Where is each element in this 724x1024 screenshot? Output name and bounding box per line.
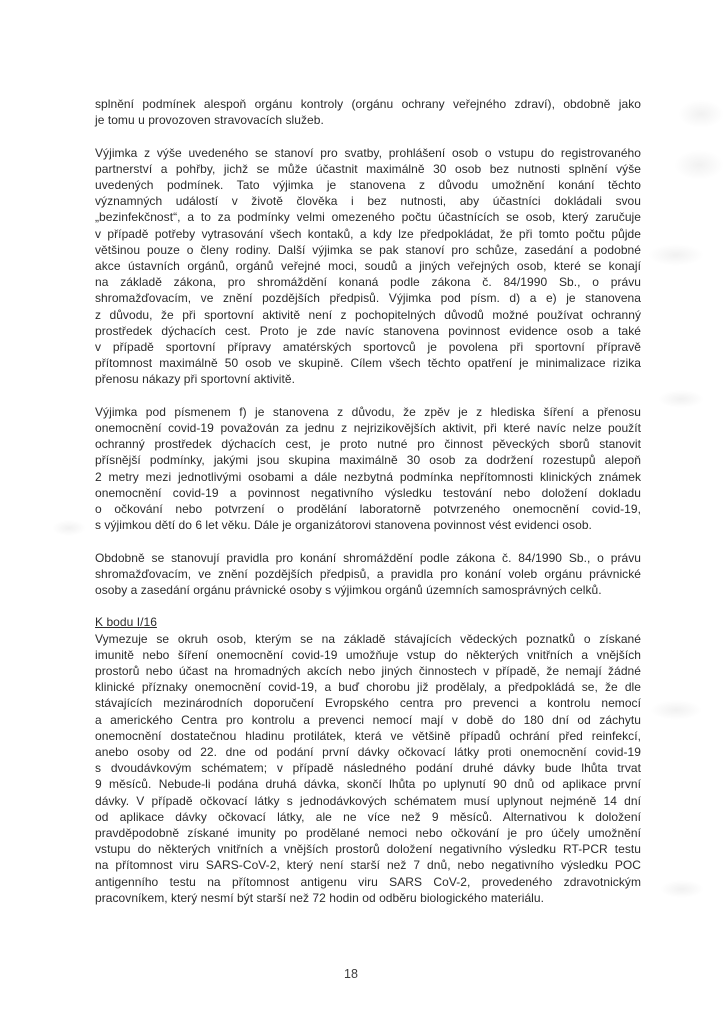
paragraph-exception-letter-f [95,404,641,534]
text-line: pravděpodobně získané imunity po prodělané nemoci nebo očkování je pro účely umožnění [95,826,641,841]
text-line: v případě sportovní přípravy amatérských sportovců je povolena při sportovní přípravě [95,340,641,355]
paragraph-continuation [95,96,641,128]
text-line: přenosu nákazy při sportovní aktivitě. [95,372,295,387]
text-line: antigenního testu na přítomnost antigenu viru SARS CoV-2, provedeného zdravotnickým [95,874,641,889]
scan-artifact [648,244,704,266]
text-line: ochranný prostředek dýchacích cest, je proto nutné pro činnost pěveckých sborů stanovit [95,437,641,452]
text-line: uvedených podmínek. Tato výjimka je stanovena z důvodu umožnění konání těchto [95,178,641,192]
text-line: Obdobně se stanovují pravidla pro konání shromáždění podle zákona č. 84/1990 Sb., o právu [95,550,641,565]
text-line: prostředek dýchacích cest. Proto je zde navíc stanovena povinnost evidence osob a také [95,323,641,338]
text-line: anebo osoby od 22. dne od podání první dávky očkovací látky proti onemocnění covid-19 [95,745,641,760]
text-line: z důvodu, že při sportovní aktivitě není z pochopitelných důvodů možné používat ochranný [95,307,641,322]
text-line: akce ústavních orgánů, orgánů veřejné moci, soudů a jiných veřejných osob, které se konají [95,259,641,274]
scan-artifact [660,880,704,898]
scan-artifact [678,100,724,128]
page-number: 18 [344,967,358,981]
text-line: s dvoudávkovým schématem; v případě následného podání druhé dávky bude lhůta trvat [95,761,641,776]
text-line: splnění podmínek alespoň orgánu kontroly (orgánu ochrany veřejného zdraví), obdobně jako [95,97,641,111]
text-line: prostorů nebo účast na hromadných akcích nebo jiných činnostech v případě, že nemají žádné [95,664,641,679]
text-line: „bezinfekčnost“, a to za podmínky velmi omezeného počtu účastnících se osob, který zaručuje [95,210,641,225]
text-line: shromažďovacím, ve znění pozdějších předpisů, a pravidla pro konání voleb orgánu právnické [95,566,641,581]
text-line: 2 metry mezi jednotlivými osobami a dále nezbytná podmínka nepřítomnosti klinických známek [95,469,641,484]
text-line: přítomnost maximálně 50 osob ve skupině. Cílem všech těchto opatření je minimalizace rizika [95,356,641,371]
text-line: většinou pouze o členy rodiny. Další výjimka se pak stanoví pro schůze, zasedání a podobné [95,242,641,257]
text-line: klinické příznaky onemocnění covid-19, a buď chorobu již prodělaly, a předpokládá se, že dle [95,680,641,695]
paragraph-assemblies-rules [95,550,641,599]
section-heading: K bodu I/16 [95,615,157,630]
text-line: na základě zákona, pro shromáždění konaná podle zákona č. 84/1990 Sb., o právu [95,275,641,290]
text-line: onemocnění covid-19 považován za jednu z nejrizikovějších aktivit, při které navíc nelze použít [95,421,641,436]
text-line: Vymezuje se okruh osob, kterým se na základě stávajících vědeckých poznatků o získané [95,631,641,646]
text-line: shromažďovacím, ve znění pozdějších předpisů. Výjimka pod písm. d) a e) je stanovena [95,291,641,306]
scan-artifact [52,520,86,536]
text-line: Výjimka pod písmenem f) je stanovena z důvodu, že zpěv je z hlediska šíření a přenosu [95,404,641,419]
text-line: a amerického Centra pro kontrolu a prevenci nemocí mají v době do 180 dní od záchytu [95,712,641,727]
text-line: osoby a zasedání orgánu právnické osoby s výjimkou orgánů územních samosprávných celků. [95,583,602,598]
text-line: imunitě nebo šíření onemocnění covid-19 umožňuje vstup do některých vnitřních a vnějších [95,647,641,662]
text-line: významných událostí v životě člověka i bez nutnosti, aby účastníci dokládali svou [95,194,641,209]
text-line: od aplikace dávky očkovací látky, ale ne více než 9 měsíců. Alternativou k doložení [95,809,641,824]
text-line: s výjimkou dětí do 6 let věku. Dále je organizátorovi stanovena povinnost vést evidenci osob. [95,518,592,533]
text-line: partnerství a pohřby, jichž se může účastnit maximálně 30 osob bez nutnosti splnění výše [95,161,641,176]
scan-artifact [674,150,724,180]
text-line: onemocnění covid-19 a povinnost negativního výsledku testování nebo doložení dokladu [95,485,641,500]
text-line: pracovníkem, který nesmí být starší než 72 hodin od odběru biologického materiálu. [95,890,545,905]
scan-artifact [658,390,704,408]
document-body [95,96,641,906]
text-line: onemocnění dostatečnou hladinu protilátek, která ve většině případů ochrání před reinfekcí, [95,728,641,743]
text-line: dávky. V případě očkovací látky s jednodávkových schématem musí uplynout nejméně 14 dní [95,793,641,808]
scan-artifact [650,700,702,720]
text-line: v případě potřeby vytrasování všech kontaků, a kdy lze předpokládat, že při tomto počtu půjde [95,226,641,241]
text-line: 9 měsíců. Nebude-li podána druhá dávka, skončí lhůta po uplynutí 90 dnů od aplikace první [95,777,641,792]
text-line: o očkování nebo potvrzení o prodělání laboratorně potvrzeného onemocnění covid-19, [95,502,641,517]
text-line: vstupu do některých vnitřních a vnějších prostorů doložení negativního výsledku RT-PCR testu [95,842,641,857]
text-line: přísnější podmínky, jakými jsou skupina maximálně 30 osob za dodržení rozestupů alepoň [95,453,641,468]
text-line: je tomu u provozoven stravovacích služeb. [95,113,324,128]
text-line: Výjimka z výše uvedeného se stanoví pro svatby, prohlášení osob o vstupu do registrovaného [95,145,641,160]
paragraph-immunity-scope [95,631,641,906]
text-line: na přítomnost viru SARS-CoV-2, který není starší než 7 dnů, nebo negativního výsledku POC [95,858,641,873]
text-line: stávajících mezinárodních doporučení Evropského centra pro prevenci a kontrolu nemocí [95,696,641,711]
paragraph-exceptions-weddings [95,145,641,388]
